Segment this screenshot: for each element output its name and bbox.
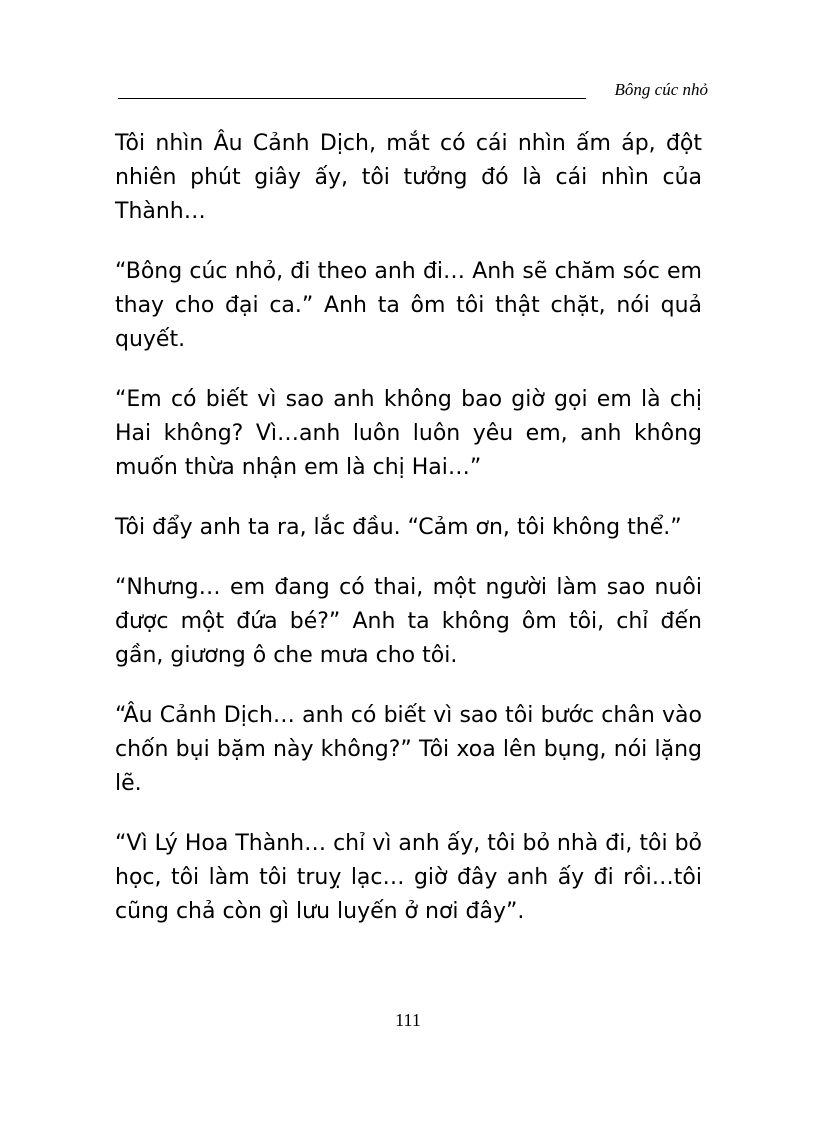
paragraph-1: Tôi nhìn Âu Cảnh Dịch, mắt có cái nhìn ấm áp, đột nhiên phút giây ấy, tôi tưởng đó là cái nhìn của Thành… — [115, 131, 702, 224]
paragraph-3: “Em có biết vì sao anh không bao giờ gọi em là chị Hai không? Vì…anh luôn luôn yêu em, anh không muốn thừa nhận em là chị Hai…” — [115, 387, 702, 480]
header-title: Bông cúc nhỏ — [614, 80, 708, 99]
paragraph-4: Tôi đẩy anh ta ra, lắc đầu. “Cảm ơn, tôi không thể.” — [115, 515, 682, 540]
paragraph-2: “Bông cúc nhỏ, đi theo anh đi… Anh sẽ chăm sóc em thay cho đại ca.” Anh ta ôm tôi thật chặt, nói quả quyết. — [115, 259, 702, 352]
paragraph-6: “Âu Cảnh Dịch… anh có biết vì sao tôi bước chân vào chốn bụi bặm này không?” Tôi xoa lên bụng, nói lặng lẽ. — [115, 703, 702, 796]
paragraph-5: “Nhưng… em đang có thai, một người làm sao nuôi được một đứa bé?” Anh ta không ôm tôi, chỉ đến gần, giương ô che mưa cho tôi. — [115, 575, 702, 668]
header-rule — [118, 98, 586, 99]
body-text — [115, 127, 702, 955]
paragraph-7: “Vì Lý Hoa Thành… chỉ vì anh ấy, tôi bỏ nhà đi, tôi bỏ học, tôi làm tôi truỵ lạc… giờ đây anh ấy đi rồi…tôi cũng chả còn gì lưu luyến ở nơi đây”. — [115, 831, 702, 924]
page-number: 111 — [395, 1010, 421, 1030]
running-header — [118, 76, 712, 104]
